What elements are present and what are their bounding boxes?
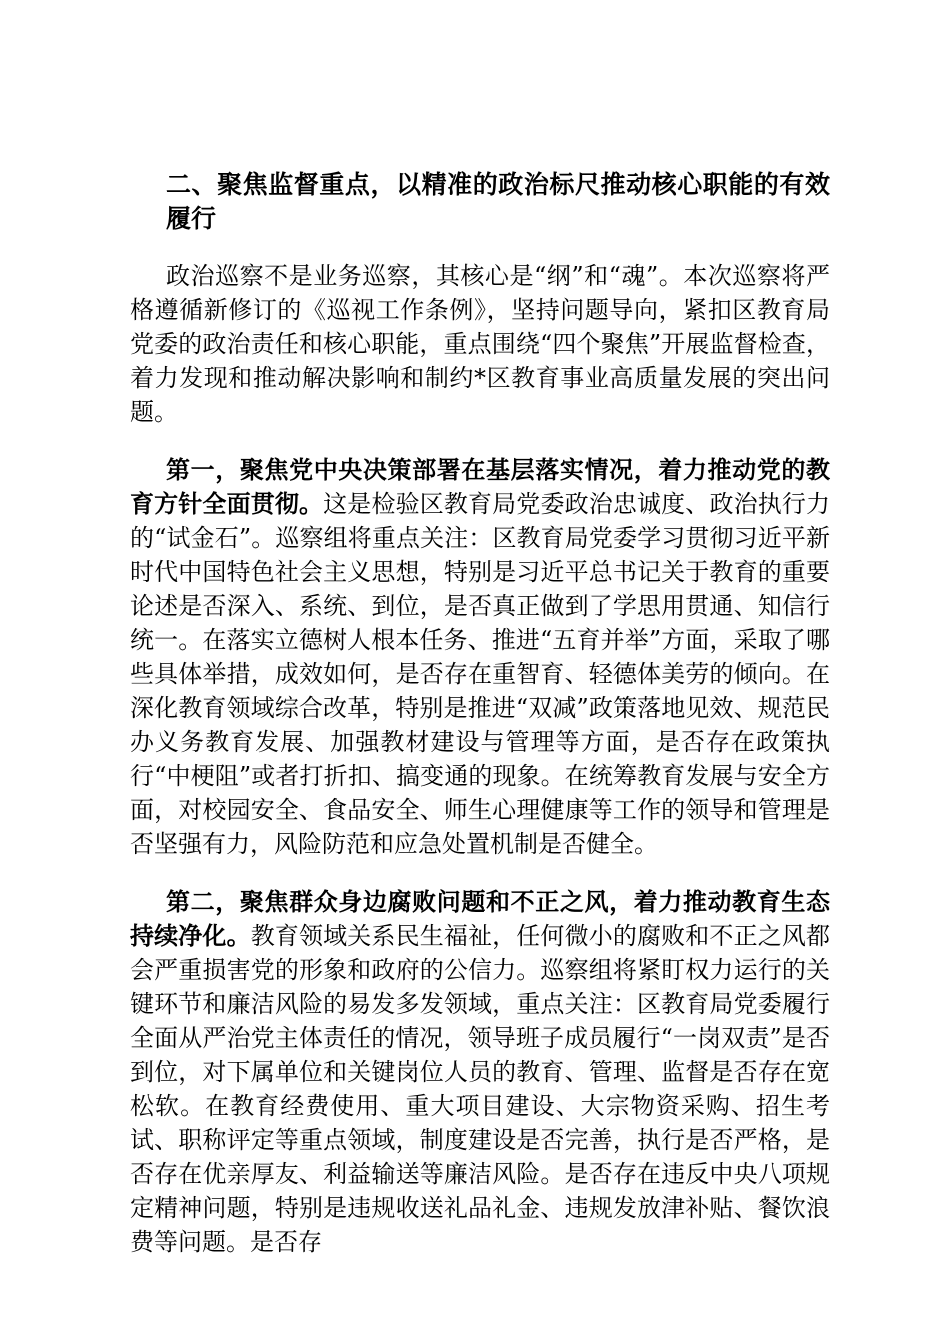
point-two-paragraph (130, 885, 830, 1259)
section-heading: 二、聚焦监督重点，以精准的政治标尺推动核心职能的有效履行 (166, 170, 830, 233)
point-one-paragraph (130, 453, 830, 861)
point-two-body: 教育领域关系民生福祉，任何微小的腐败和不正之风都会严重损害党的形象和政府的公信力。巡察组将紧盯权力运行的关键环节和廉洁风险的易发多发领域，重点关注：区教育局党委履行全面从严治党主体责任的情况，领导班子成员履行“一岗双责”是否到位，对下属单位和关键岗位人员的教育、管理、监督是否存在宽松软。在教育经费使用、重大项目建设、大宗物资采购、招生考试、职称评定等重点领域，制度建设是否完善，执行是否严格，是否存在优亲厚友、利益输送等廉洁风险。是否存在违反中央八项规定精神问题，特别是违规收送礼品礼金、违规发放津补贴、餐饮浪费等问题。是否存 (130, 922, 831, 1256)
intro-paragraph: 政治巡察不是业务巡察，其核心是“纲”和“魂”。本次巡察将严格遵循新修订的《巡视工作条例》，坚持问题导向，紧扣区教育局党委的政治责任和核心职能，重点围绕“四个聚焦”开展监督检查，着力发现和推动解决影响和制约*区教育事业高质量发展的突出问题。 (130, 262, 830, 426)
point-one-lead: 第一，聚焦党中央决策部署在基层落实情况，着力推动党的教育方针全面贯彻。 (130, 456, 830, 518)
point-one-body: 这是检验区教育局党委政治忠诚度、政治执行力的“试金石”。巡察组将重点关注：区教育局党委学习贯彻习近平新时代中国特色社会主义思想，特别是习近平总书记关于教育的重要论述是否深入、系统、到位，是否真正做到了学思用贯通、知信行统一。在落实立德树人根本任务、推进“五育并举”方面，采取了哪些具体举措，成效如何，是否存在重智育、轻德体美劳的倾向。在深化教育领域综合改革，特别是推进“双减”政策落地见效、规范民办义务教育发展、加强教材建设与管理等方面，是否存在政策执行“中梗阻”或者打折扣、搞变通的现象。在统筹教育发展与安全方面，对校园安全、食品安全、师生心理健康等工作的领导和管理是否坚强有力，风险防范和应急处置机制是否健全。 (130, 490, 831, 858)
point-two-lead: 第二，聚焦群众身边腐败问题和不正之风，着力推动教育生态持续净化。 (130, 888, 830, 950)
document-body (130, 168, 830, 1259)
